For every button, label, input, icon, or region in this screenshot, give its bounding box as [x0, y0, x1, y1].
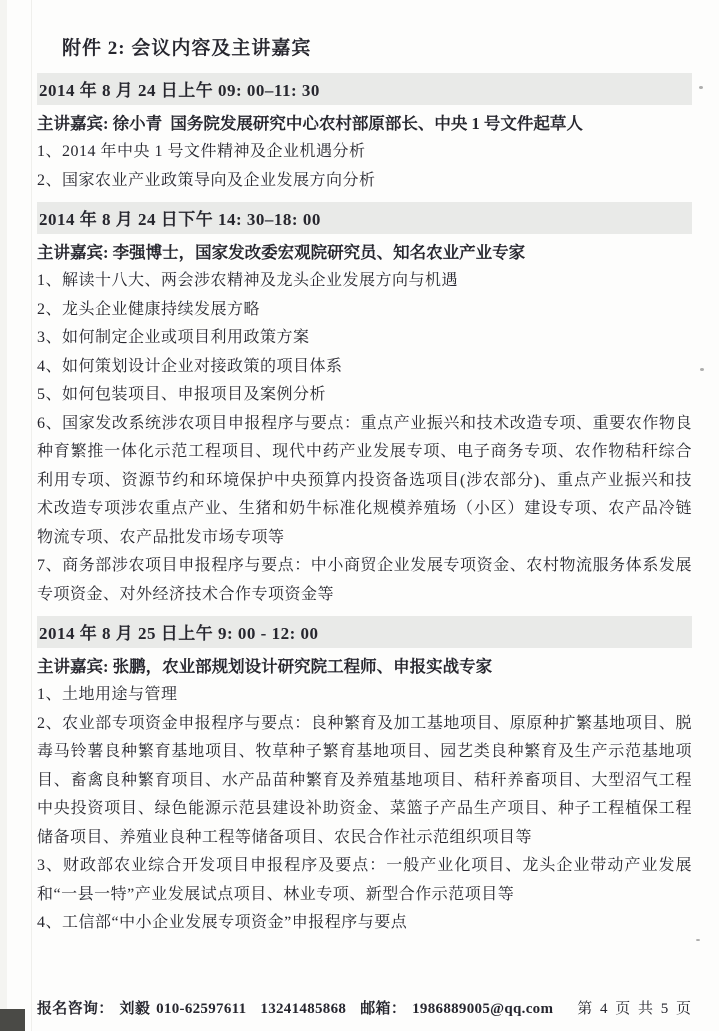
session-2-topic-1: 1、解读十八大、两会涉农精神及龙头企业发展方向与机遇	[37, 272, 459, 289]
session-3-topic-3: 3、财政部农业综合开发项目申报程序及要点：一般产业化项目、龙头企业带动产业发展和“一县一特”产业发展试点项目、林业专项、新型合作示范项目等	[37, 857, 692, 903]
session-3-datetime: 2014 年 8 月 25 日上午 9: 00 - 12: 00	[37, 616, 692, 648]
session-block-1	[37, 73, 692, 195]
contact-email: 1986889005@qq.com	[412, 1001, 554, 1017]
session-2-topic-4: 4、如何策划设计企业对接政策的项目体系	[37, 357, 343, 375]
session-block-2	[37, 202, 692, 609]
session-2-topic-2: 2、龙头企业健康持续发展方略	[37, 300, 261, 318]
session-2-topic-7: 7、商务部涉农项目申报程序与要点：中小商贸企业发展专项资金、农村物流服务体系发展专项资金、对外经济技术合作专项资金等	[37, 557, 692, 603]
scan-speck-artifact	[696, 939, 700, 941]
scan-speck-artifact	[700, 368, 704, 371]
session-2-speaker: 主讲嘉宾: 李强博士，国家发改委宏观院研究员、知名农业产业专家	[37, 243, 526, 262]
page-number-indicator: 第 4 页 共 5 页	[577, 1001, 693, 1017]
session-2-topic-3: 3、如何制定企业或项目利用政策方案	[37, 329, 310, 346]
scan-corner-blot-artifact	[0, 1009, 25, 1031]
session-2-topic-5: 5、如何包装项目、申报项目及案例分析	[37, 386, 327, 403]
page-footer	[37, 997, 693, 1018]
session-3-speaker: 主讲嘉宾: 张鹏，农业部规划设计研究院工程师、申报实战专家	[37, 657, 493, 676]
session-3-topic-1: 1、土地用途与管理	[37, 686, 178, 703]
page-title: 附件 2: 会议内容及主讲嘉宾	[62, 38, 312, 59]
session-1-datetime: 2014 年 8 月 24 日上午 09: 00–11: 30	[37, 73, 692, 105]
session-2-topic-6: 6、国家发改系统涉农项目申报程序与要点：重点产业振兴和技术改造专项、重要农作物良种育繁推一体化示范工程项目、现代中药产业发展专项、电子商务专项、农作物秸秆综合利用专项、资源节约和环境保护中央预算内投资备选项目(涉农部分)、重点产业振兴和技术改造专项涉农重点产业、生猪和奶牛标准化规模养殖场（小区）建设专项、农产品冷链物流专项、农产品批发市场专项等	[37, 414, 692, 546]
scan-seam-artifact	[31, 0, 32, 1031]
session-1-topic-2: 2、国家农业产业政策导向及企业发展方向分析	[37, 171, 376, 189]
session-3-topic-2: 2、农业部专项资金申报程序与要点：良种繁育及加工基地项目、原原种扩繁基地项目、脱毒马铃薯良种繁育基地项目、牧草种子繁育基地项目、园艺类良种繁育及生产示范基地项目、畜禽良种繁育项目、水产品苗种繁育及养殖基地项目、秸秆养畜项目、大型沼气工程中央投资项目、绿色能源示范县建设补助资金、菜篮子产品生产项目、种子工程植保工程储备项目、养殖业良种工程等储备项目、农民合作社示范组织项目等	[37, 714, 692, 846]
session-2-datetime: 2014 年 8 月 24 日下午 14: 30–18: 00	[37, 202, 692, 234]
scan-speck-artifact	[699, 86, 703, 89]
contact-name: 刘毅	[119, 1001, 151, 1017]
registration-contact	[37, 997, 559, 1018]
session-3-topic-4: 4、工信部“中小企业发展专项资金”申报程序与要点	[37, 914, 408, 931]
contact-phone-1: 010-62597611	[156, 1001, 247, 1017]
scan-edge-artifact	[0, 0, 7, 1031]
session-block-3	[37, 616, 692, 938]
session-1-speaker: 主讲嘉宾: 徐小青 国务院发展研究中心农村部原部长、中央 1 号文件起草人	[37, 114, 583, 133]
session-1-topic-1: 1、2014 年中央 1 号文件精神及企业机遇分析	[37, 143, 366, 160]
email-label: 邮箱：	[360, 1001, 407, 1017]
document-content	[37, 33, 692, 938]
contact-phone-2: 13241485868	[260, 1001, 347, 1017]
contact-label: 报名咨询：	[37, 1001, 114, 1017]
